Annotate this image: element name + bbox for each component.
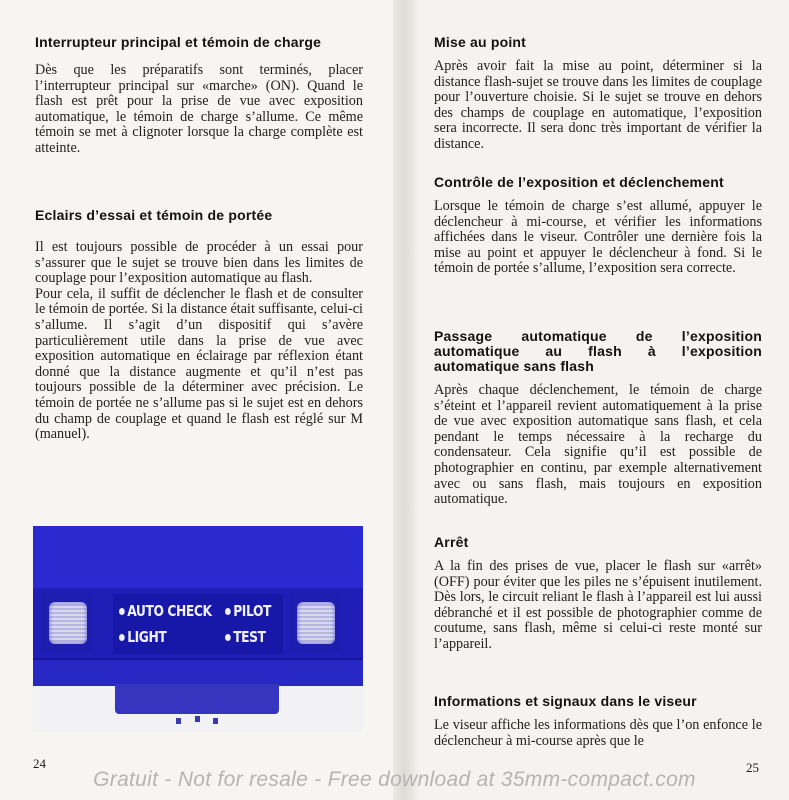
bullet-icon: [119, 608, 125, 615]
charge-lamp-icon: [49, 602, 87, 644]
section-off: [434, 535, 762, 653]
charge-indicator-window: [41, 592, 93, 652]
section-heading: Eclairs d’essai et témoin de portée: [35, 207, 273, 223]
section-viewfinder: [434, 694, 762, 749]
section-body: Après chaque déclenchement, le témoin de charge s’éteint et l’appareil revient automatiquement à la prise de vue avec exposition automatique sans flash, et cela pendant le temps nécessaire à la recharge du condensateur. Cela signifie qu’il est possible de photographier en continu, par exemple alternativement avec ou sans flash, mais toujours en exposition automatique.: [434, 382, 762, 508]
section-body: A la fin des prises de vue, placer le flash sur «arrêt» (OFF) pour éviter que les piles ne s’épuisent inutilement. Dès lors, le circuit reliant le flash à l’appareil est lui aussi débranché et il est possible de photographier comme de coutume, sans flash, même si celui-ci reste monté sur l’appareil.: [434, 558, 762, 652]
flash-lower-edge: [33, 658, 363, 686]
label-pilot: PILOT: [225, 602, 271, 620]
range-indicator-window: [289, 592, 341, 652]
bullet-icon: [225, 634, 231, 641]
section-body: Après avoir fait la mise au point, déterminer si la distance flash-sujet se trouve dans les limites de couplage pour l’ouverture choisie. Si le sujet se trouve en dehors des champs de couplage en automatique, l’exposition sera incorrecte. Il sera donc très important de vérifier la distance.: [434, 58, 762, 152]
section-body-continued: Pour cela, il suffit de déclencher le flash et de consulter le témoin de portée. Si la distance était suffisante, celui-ci s’allume. Il s’agit d’un dispositif qui s’avère particulièrement utile dans la prise de vue avec exposition automatique en éclairage par réflexion étant donné que la distance augmente et qu’il n’est pas toujours possible de la déterminer avec précision. Le témoin de portée ne s’allume pas si le sujet est en dehors du champ de couplage et quand le flash est réglé sur M (manuel).: [35, 285, 363, 443]
section-main-switch: [35, 35, 363, 157]
label-light: LIGHT: [119, 628, 166, 646]
flash-unit-photo: [33, 526, 363, 732]
section-heading: Informations et signaux dans le viseur: [434, 693, 697, 709]
section-focusing: [434, 35, 762, 153]
flash-foot: [115, 684, 279, 714]
section-auto-switch: [434, 329, 762, 508]
label-auto-check: AUTO CHECK: [119, 602, 212, 620]
section-body: Dès que les préparatifs sont terminés, placer l’interrupteur principal sur «marche» (ON). Quand le flash est prêt pour la prise de vue avec exposition automatique, le témoin de charge s’allume. Ce même témoin se met à clignoter lorsque la charge complète est atteinte.: [35, 62, 363, 156]
section-exposure-control: [434, 175, 762, 277]
book-gutter: [393, 0, 419, 800]
section-body: Lorsque le témoin de charge s’est allumé, appuyer le déclencheur à mi-course, et vérifier les informations affichées dans le viseur. Contrôler une dernière fois la mise au point et appuyer le déclencheur à fond. Si le témoin de portée s’allume, l’exposition sera correcte.: [434, 198, 762, 277]
bullet-icon: [119, 634, 125, 641]
section-body: Le viseur affiche les informations dès que l’on enfonce le déclencheur à mi-course après que le: [434, 717, 762, 749]
contact-pin: [176, 718, 181, 724]
range-lamp-icon: [297, 602, 335, 644]
watermark: Gratuit - Not for resale - Free download at 35mm-compact.com: [93, 768, 696, 791]
section-heading: Contrôle de l’exposition et déclenchement: [434, 174, 724, 190]
section-heading: Mise au point: [434, 34, 527, 50]
page-number-right: 25: [746, 760, 759, 775]
section-heading: Passage automatique de l’exposition automatique au flash à l’exposition automatique sans flash: [434, 328, 762, 374]
bullet-icon: [225, 608, 231, 615]
contact-pin: [213, 718, 218, 724]
section-heading: Interrupteur principal et témoin de charge: [35, 34, 322, 50]
contact-pin: [195, 716, 200, 722]
section-heading: Arrêt: [434, 534, 469, 550]
page-number-left: 24: [33, 756, 46, 771]
section-body: Il est toujours possible de procéder à un essai pour s’assurer que le sujet se trouve bien dans les limites de couplage pour l’exposition automatique au flash.: [35, 239, 363, 287]
label-test: TEST: [225, 628, 266, 646]
section-test-flash: [35, 208, 363, 443]
